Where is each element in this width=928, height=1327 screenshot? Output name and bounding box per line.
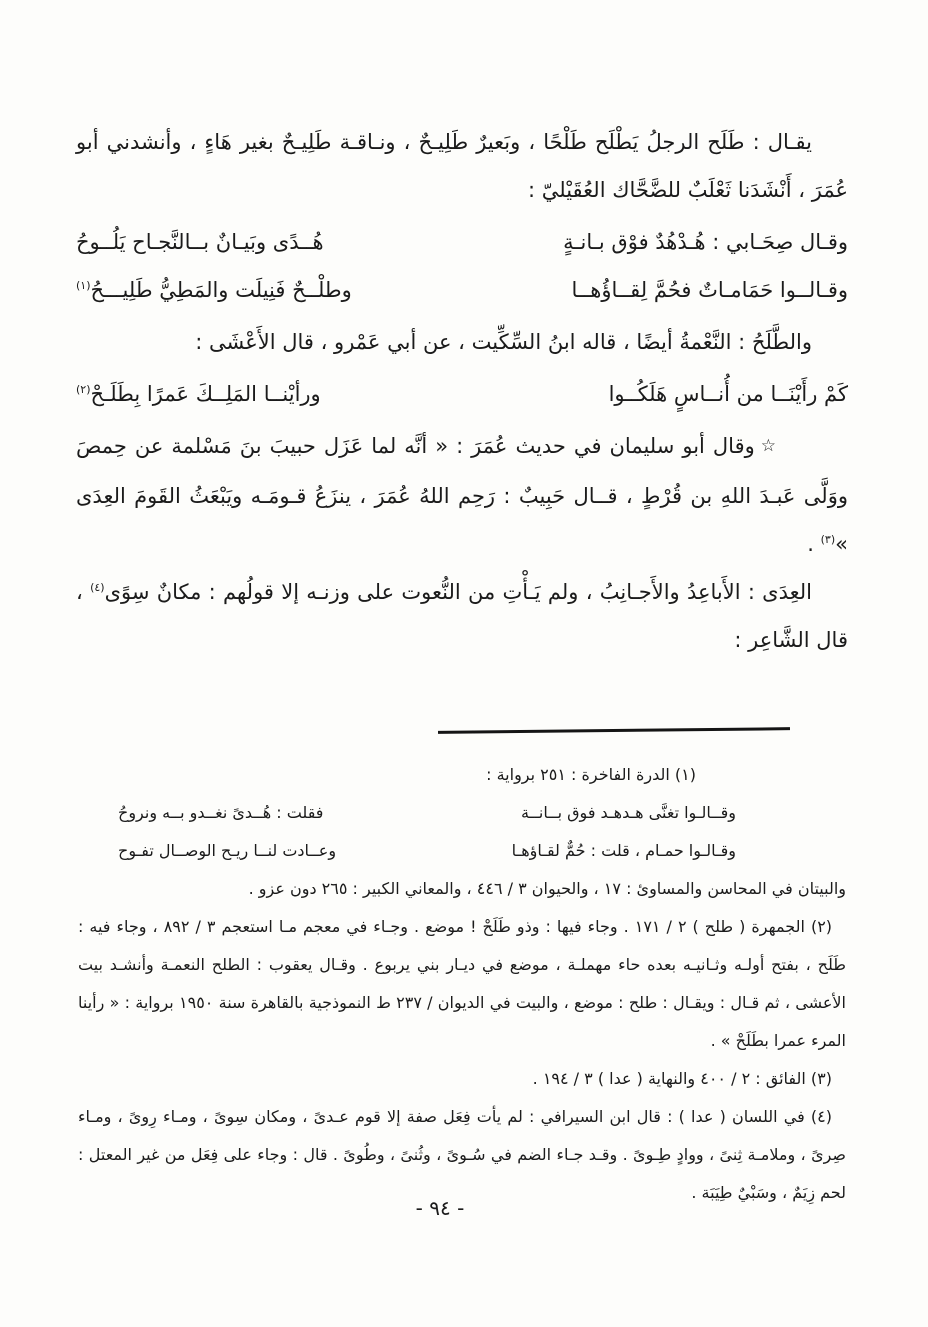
verse-line <box>76 370 848 418</box>
hemistich-left <box>76 266 352 314</box>
footnote-marker: (٣) <box>810 1069 832 1088</box>
paragraph-text: العِدَى : الأَباعِدُ والأَجـانِبُ ، ولم يَـأْتِ من النُّعوت على وزنـه إلا قولُهم : مكانٌ سِوًى <box>104 580 813 604</box>
hemistich-right: وقـالـوا حمـام ، قلت : حُمٌّ لقـاؤهـا <box>511 841 736 860</box>
footnote-2 <box>78 908 846 1060</box>
paragraph-talaha-definition <box>76 118 848 214</box>
paragraph-tail: ، قال الشَّاعِر : <box>76 580 848 652</box>
hemistich-text: وطلْــحٌ فَنِيلَت والمَطِيُّ طَلِيـــحُ <box>90 278 352 302</box>
footnote-marker: (٢) <box>810 917 833 936</box>
paragraph-talah-nima <box>76 318 848 366</box>
hemistich-left: هُــدًى وبَيـانٌ بــالنَّجـاح يَلُــوحُ <box>76 230 324 254</box>
verse-line <box>76 218 848 266</box>
footnote-ref-4: (٤) <box>90 581 105 594</box>
paragraph-text: يقـال : طَلَح الرجلُ يَطْلَح طَلْحًا ، وبَعيرٌ طَلِيـحٌ ، ونـاقـة طَلِيـحٌ بغير هَاءٍ ، وأنشدني أبو عُمَرَ ، أَنْشَدَنا ثَعْلَبٌ للضَّحَّاك العُقَيْليّ : <box>76 130 848 202</box>
paragraph-text: والطَّلَحُ : النَّعْمةُ أيضًا ، قاله ابنُ السِّكِّيت ، عن أبي عَمْرو ، قال الأَعْشَى : <box>195 330 812 354</box>
footnote-marker: (٤) <box>810 1107 833 1126</box>
footnote-1-continuation <box>78 870 846 908</box>
hemistich-right: وقــالـوا تغنَّى هـدهـد فوق بــانــة <box>520 803 736 822</box>
main-text-block <box>76 118 848 664</box>
hemistich-right: وقـالــوا حَمَامـاتٌ فحُمَّ لِقــاؤُهــا <box>571 278 848 302</box>
poem-aasha <box>76 370 848 418</box>
hemistich-left <box>76 370 321 418</box>
star-icon: ☆ <box>760 436 776 456</box>
hemistich-left: وعــادت لنــا ريـح الوصــال تفـوح <box>118 841 337 860</box>
footnote-4 <box>78 1098 846 1212</box>
hemistich-right: وقـال صِحَـابي : هُـدْهُدٌ فوْق بـانـةٍ <box>563 230 848 254</box>
footnote-text: الفائق : ٢ / ٤٠٠ والنهاية ( عدا ) ٣ / ١٩٤ . <box>532 1069 806 1088</box>
paragraph-tail: . <box>807 532 821 556</box>
footnote-text: في اللسان ( عدا ) : قال ابن السيرافي : لم يأت فِعَل صفة إلا قوم عـدىً ، ومكان سِوىً ، ومـاء رِوىً ، ومـاء صِرىً ، وملامـة ثِنىً ، ووادٍ طِـوىً . وقـد جـاء الضم في سُـوىً ، وثُنىً ، وطُوىً . قال : وجاء على فِعَل من غير المعتل : لحم زِيَمٌ ، وسَبْيٌ طِيَبَة . <box>78 1107 846 1202</box>
verse-line <box>118 794 736 832</box>
footnote-ref-2: (٢) <box>76 383 91 396</box>
footnote-text: والبيتان في المحاسن والمساوئ : ١٧ ، والحيوان ٣ / ٤٤٦ ، والمعاني الكبير : ٢٦٥ دون عزو . <box>248 879 846 898</box>
verse-line <box>76 266 848 314</box>
paragraph-hadith-umar <box>76 422 848 568</box>
footnote-text: الجمهرة ( طلح ) ٢ / ١٧١ . وجاء فيها : وذو طَلَحْ ! موضع . وجـاء في معجم مـا استعجم ٣ / ٨٩٢ ، وجاء فيه : طَلَح ، بفتح أولـه وثـانيـه بعده حاء مهملـة ، موضع في ديـار بني يربوع . وقـال يعقوب : الطلح النعمـة وأنشـد بيت الأعشى ، ثم قـال : ويقـال : طلح : موضع ، والبيت في الديوان / ٢٣٧ ط النموذجية بالقاهرة سنة ١٩٥٠ برواية : « رأينا المرء عمرا بطَلَحْ » . <box>78 917 846 1050</box>
footnote-3 <box>78 1060 846 1098</box>
paragraph-text: وقال أبو سليمان في حديث عُمَرَ : « أنَّه لما عَزَل حبيبَ بنَ مَسْلمة عن حِمصَ ووَلَّى عَبـدَ اللهِ بن قُرْطٍ ، قــال حَبِيبٌ : رَحِم اللهُ عُمَرَ ، ينزَعُ قـومَـه ويَبْعَثُ القَومَ العِدَى » <box>76 434 848 556</box>
hemistich-right: كَمْ رأَيْنَــا من أُنــاسٍ هَلَكُــوا <box>608 382 848 406</box>
page-number: - ٩٤ - <box>415 1196 465 1220</box>
paragraph-ida-definition <box>76 568 848 664</box>
footnote-separator-rule <box>438 727 790 734</box>
hemistich-left: فقلت : هُــدىً نغــدو بــه ونروحُ <box>118 803 324 822</box>
footnote-1-poem <box>118 794 736 870</box>
hemistich-text: ورأيْنــا المَلِــكَ عَمرًا بِطَلَـحْ <box>90 382 321 406</box>
poem-hudhud <box>76 218 848 314</box>
footnote-marker: (١) <box>674 765 696 784</box>
footnote-ref-1: (١) <box>76 279 91 292</box>
footnote-ref-3: (٣) <box>820 533 836 546</box>
verse-line <box>118 832 736 870</box>
footnote-1 <box>78 756 846 794</box>
footnotes-block <box>78 756 846 1212</box>
footnote-text: الدرة الفاخرة : ٢٥١ برواية : <box>486 765 670 784</box>
